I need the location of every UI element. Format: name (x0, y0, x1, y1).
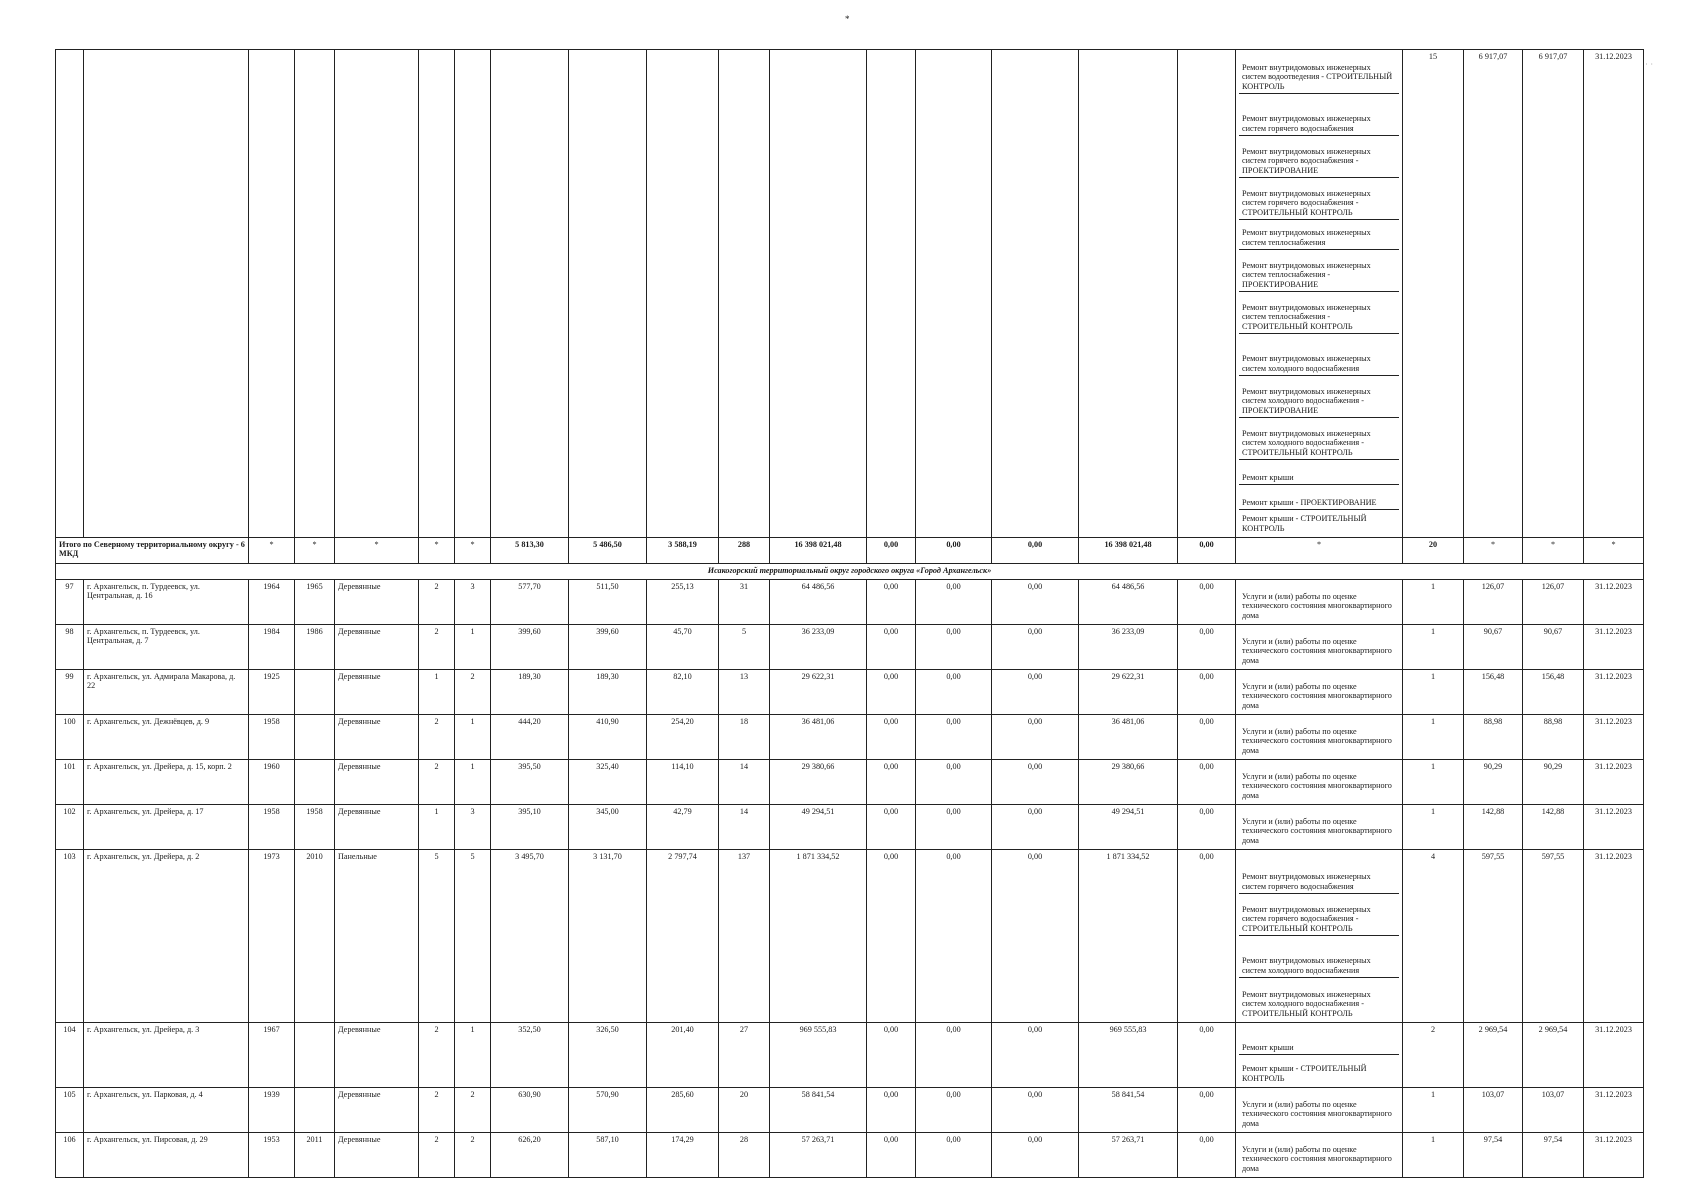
total-area: 3 495,70 (491, 850, 569, 1023)
wall-material: Деревянные (335, 625, 419, 670)
residential-area: 255,13 (647, 580, 719, 625)
own-funds: 36 481,06 (1079, 715, 1178, 760)
own-funds: 64 486,56 (1079, 580, 1178, 625)
unit-cost: 6 917,07 (1464, 50, 1523, 538)
work-count: 1 (1403, 760, 1464, 805)
residential-area: 114,10 (647, 760, 719, 805)
residents: 20 (719, 1088, 770, 1133)
total-star: * (1236, 538, 1403, 564)
total-fund-2: 0,00 (916, 538, 992, 564)
completion-date: 31.12.2023 (1584, 1023, 1644, 1088)
work-item: Услуги и (или) работы по оценке технического состояния многоквартирного дома (1242, 816, 1392, 845)
total-star: * (1464, 538, 1523, 564)
own-funds: 49 294,51 (1079, 805, 1178, 850)
fund-4: 0,00 (1178, 805, 1236, 850)
fund-1: 0,00 (867, 1088, 916, 1133)
work-list (1236, 50, 1403, 538)
renovation-year: 1986 (295, 625, 335, 670)
residential-area: 45,70 (647, 625, 719, 670)
max-cost: 97,54 (1523, 1133, 1584, 1178)
max-cost: 103,07 (1523, 1088, 1584, 1133)
floors: 2 (419, 625, 455, 670)
total-area: 444,20 (491, 715, 569, 760)
residential-area: 42,79 (647, 805, 719, 850)
table-row (56, 670, 1644, 715)
total-area: 626,20 (491, 1133, 569, 1178)
max-cost: 126,07 (1523, 580, 1584, 625)
repair-cost: 29 380,66 (770, 760, 867, 805)
unit-cost: 142,88 (1464, 805, 1523, 850)
residential-area: 201,40 (647, 1023, 719, 1088)
fund-4: 0,00 (1178, 760, 1236, 805)
unit-cost: 90,67 (1464, 625, 1523, 670)
build-year: 1967 (249, 1023, 295, 1088)
floors: 5 (419, 850, 455, 1023)
own-funds: 58 841,54 (1079, 1088, 1178, 1133)
wall-material: Деревянные (335, 580, 419, 625)
row-number: 103 (56, 850, 84, 1023)
work-count: 1 (1403, 1088, 1464, 1133)
floors: 2 (419, 760, 455, 805)
own-funds: 29 622,31 (1079, 670, 1178, 715)
fund-1: 0,00 (867, 1133, 916, 1178)
wall-material: Деревянные (335, 670, 419, 715)
build-year: 1953 (249, 1133, 295, 1178)
work-list (1236, 670, 1403, 715)
floors: 1 (419, 670, 455, 715)
repair-cost: 29 622,31 (770, 670, 867, 715)
floors: 2 (419, 1133, 455, 1178)
residential-area: 285,60 (647, 1088, 719, 1133)
repair-cost: 57 263,71 (770, 1133, 867, 1178)
work-item: Ремонт внутридомовых инженерных систем теплоснабжения - СТРОИТЕЛЬНЫЙ КОНТРОЛЬ (1239, 292, 1399, 334)
work-item: Ремонт крыши - СТРОИТЕЛЬНЫЙ КОНТРОЛЬ (1242, 1064, 1367, 1083)
fund-1: 0,00 (867, 715, 916, 760)
max-cost: 156,48 (1523, 670, 1584, 715)
work-item: Ремонт внутридомовых инженерных систем холодного водоснабжения - СТРОИТЕЛЬНЫЙ КОНТРОЛЬ (1239, 418, 1399, 460)
fund-4: 0,00 (1178, 1088, 1236, 1133)
total-fund-4: 0,00 (1178, 538, 1236, 564)
completion-date: 31.12.2023 (1584, 580, 1644, 625)
total-area: 189,30 (491, 670, 569, 715)
build-year: 1958 (249, 715, 295, 760)
total-row (56, 538, 1644, 564)
fund-3: 0,00 (992, 715, 1079, 760)
renovation-year: 2010 (295, 850, 335, 1023)
total-count: 20 (1403, 538, 1464, 564)
living-area: 325,40 (569, 760, 647, 805)
fund-3: 0,00 (992, 670, 1079, 715)
floors: 2 (419, 580, 455, 625)
living-area: 3 131,70 (569, 850, 647, 1023)
work-count: 1 (1403, 805, 1464, 850)
address: г. Архангельск, ул. Дрейера, д. 3 (84, 1023, 249, 1088)
work-item: Ремонт крыши - СТРОИТЕЛЬНЫЙ КОНТРОЛЬ (1242, 514, 1367, 533)
address: г. Архангельск, ул. Дрейера, д. 15, корп. 2 (84, 760, 249, 805)
fund-4: 0,00 (1178, 850, 1236, 1023)
work-item: Ремонт внутридомовых инженерных систем горячего водоснабжения - СТРОИТЕЛЬНЫЙ КОНТРОЛЬ (1239, 178, 1399, 220)
residents: 14 (719, 805, 770, 850)
work-list (1236, 805, 1403, 850)
fund-2: 0,00 (916, 625, 992, 670)
address: г. Архангельск, ул. Адмирала Макарова, д. 22 (84, 670, 249, 715)
entrances: 1 (455, 715, 491, 760)
renovation-year (295, 715, 335, 760)
row-number: 102 (56, 805, 84, 850)
fund-1: 0,00 (867, 625, 916, 670)
completion-date: 31.12.2023 (1584, 760, 1644, 805)
work-item: Ремонт крыши (1239, 1025, 1399, 1055)
continuation-row (56, 50, 1644, 538)
address: г. Архангельск, ул. Дежнёвцев, д. 9 (84, 715, 249, 760)
work-item: Услуги и (или) работы по оценке технического состояния многоквартирного дома (1242, 726, 1392, 755)
residents: 27 (719, 1023, 770, 1088)
work-count: 1 (1403, 580, 1464, 625)
fund-2: 0,00 (916, 670, 992, 715)
floors: 2 (419, 1023, 455, 1088)
total-area: 399,60 (491, 625, 569, 670)
total-area: 630,90 (491, 1088, 569, 1133)
work-count: 1 (1403, 1133, 1464, 1178)
entrances: 3 (455, 580, 491, 625)
fund-2: 0,00 (916, 1133, 992, 1178)
work-item: Ремонт внутридомовых инженерных систем теплоснабжения - ПРОЕКТИРОВАНИЕ (1239, 250, 1399, 292)
address: г. Архангельск, ул. Пирсовая, д. 29 (84, 1133, 249, 1178)
fund-4: 0,00 (1178, 1133, 1236, 1178)
fund-1: 0,00 (867, 1023, 916, 1088)
completion-date: 31.12.2023 (1584, 1088, 1644, 1133)
residents: 137 (719, 850, 770, 1023)
total-star: * (249, 538, 295, 564)
renovation-year (295, 1088, 335, 1133)
fund-2: 0,00 (916, 715, 992, 760)
work-item: Услуги и (или) работы по оценке технического состояния многоквартирного дома (1242, 1099, 1392, 1128)
entrances: 3 (455, 805, 491, 850)
fund-2: 0,00 (916, 805, 992, 850)
living-area: 587,10 (569, 1133, 647, 1178)
living-area: 326,50 (569, 1023, 647, 1088)
fund-4: 0,00 (1178, 670, 1236, 715)
fund-2: 0,00 (916, 580, 992, 625)
unit-cost: 90,29 (1464, 760, 1523, 805)
row-number: 100 (56, 715, 84, 760)
work-item: Ремонт внутридомовых инженерных систем горячего водоснабжения - ПРОЕКТИРОВАНИЕ (1239, 136, 1399, 178)
fund-1: 0,00 (867, 805, 916, 850)
completion-date: 31.12.2023 (1584, 50, 1644, 538)
entrances: 2 (455, 670, 491, 715)
max-cost: 90,29 (1523, 760, 1584, 805)
work-item: Ремонт внутридомовых инженерных систем водоотведения - СТРОИТЕЛЬНЫЙ КОНТРОЛЬ (1239, 52, 1399, 94)
page-mark: * (845, 14, 850, 24)
section-title: Исакогорский территориальный округ городского округа «Город Архангельск» (56, 564, 1644, 580)
renovation-year: 2011 (295, 1133, 335, 1178)
fund-3: 0,00 (992, 760, 1079, 805)
wall-material: Деревянные (335, 715, 419, 760)
total-own-funds: 16 398 021,48 (1079, 538, 1178, 564)
work-item: Ремонт крыши (1239, 460, 1399, 485)
fund-1: 0,00 (867, 580, 916, 625)
fund-2: 0,00 (916, 1023, 992, 1088)
entrances: 1 (455, 625, 491, 670)
wall-material: Деревянные (335, 1133, 419, 1178)
work-item: Ремонт внутридомовых инженерных систем горячего водоснабжения - СТРОИТЕЛЬНЫЙ КОНТРОЛЬ (1239, 894, 1399, 936)
total-residents: 288 (719, 538, 770, 564)
max-cost: 597,55 (1523, 850, 1584, 1023)
residents: 31 (719, 580, 770, 625)
fund-3: 0,00 (992, 1088, 1079, 1133)
repair-cost: 64 486,56 (770, 580, 867, 625)
build-year: 1984 (249, 625, 295, 670)
wall-material: Панельные (335, 850, 419, 1023)
table-row (56, 760, 1644, 805)
residents: 28 (719, 1133, 770, 1178)
fund-4: 0,00 (1178, 1023, 1236, 1088)
build-year: 1964 (249, 580, 295, 625)
wall-material: Деревянные (335, 1023, 419, 1088)
build-year: 1958 (249, 805, 295, 850)
repair-cost: 36 481,06 (770, 715, 867, 760)
total-residential-area: 3 588,19 (647, 538, 719, 564)
residents: 5 (719, 625, 770, 670)
fund-2: 0,00 (916, 1088, 992, 1133)
scan-mark: ˙ ˙ (1645, 62, 1654, 72)
living-area: 511,50 (569, 580, 647, 625)
total-fund-1: 0,00 (867, 538, 916, 564)
work-list (1236, 1133, 1403, 1178)
work-item: Услуги и (или) работы по оценке технического состояния многоквартирного дома (1242, 681, 1392, 710)
living-area: 189,30 (569, 670, 647, 715)
table-row (56, 580, 1644, 625)
repair-cost: 969 555,83 (770, 1023, 867, 1088)
work-list (1236, 1023, 1403, 1088)
wall-material: Деревянные (335, 760, 419, 805)
work-item: Ремонт внутридомовых инженерных систем горячего водоснабжения (1239, 94, 1399, 136)
work-item: Ремонт внутридомовых инженерных систем холодного водоснабжения (1239, 936, 1399, 978)
row-number: 98 (56, 625, 84, 670)
fund-1: 0,00 (867, 850, 916, 1023)
work-count: 1 (1403, 670, 1464, 715)
address: г. Архангельск, ул. Парковая, д. 4 (84, 1088, 249, 1133)
address: г. Архангельск, п. Турдеевск, ул. Центральная, д. 16 (84, 580, 249, 625)
fund-4: 0,00 (1178, 715, 1236, 760)
repair-cost: 58 841,54 (770, 1088, 867, 1133)
total-star: * (1523, 538, 1584, 564)
renovation-year (295, 670, 335, 715)
fund-3: 0,00 (992, 625, 1079, 670)
unit-cost: 103,07 (1464, 1088, 1523, 1133)
max-cost: 2 969,54 (1523, 1023, 1584, 1088)
work-list (1236, 1088, 1403, 1133)
living-area: 570,90 (569, 1088, 647, 1133)
work-count: 1 (1403, 625, 1464, 670)
max-cost: 90,67 (1523, 625, 1584, 670)
total-living-area: 5 486,50 (569, 538, 647, 564)
work-count: 15 (1403, 50, 1464, 538)
max-cost: 6 917,07 (1523, 50, 1584, 538)
unit-cost: 2 969,54 (1464, 1023, 1523, 1088)
row-number: 104 (56, 1023, 84, 1088)
residential-area: 254,20 (647, 715, 719, 760)
renovation-year (295, 1023, 335, 1088)
row-number: 106 (56, 1133, 84, 1178)
own-funds: 1 871 334,52 (1079, 850, 1178, 1023)
address: г. Архангельск, п. Турдеевск, ул. Центральная, д. 7 (84, 625, 249, 670)
work-list (1236, 715, 1403, 760)
entrances: 2 (455, 1088, 491, 1133)
wall-material: Деревянные (335, 1088, 419, 1133)
residents: 14 (719, 760, 770, 805)
table-row (56, 1088, 1644, 1133)
own-funds: 969 555,83 (1079, 1023, 1178, 1088)
renovation-year: 1958 (295, 805, 335, 850)
work-list (1236, 625, 1403, 670)
entrances: 1 (455, 1023, 491, 1088)
living-area: 410,90 (569, 715, 647, 760)
fund-2: 0,00 (916, 760, 992, 805)
completion-date: 31.12.2023 (1584, 805, 1644, 850)
fund-1: 0,00 (867, 760, 916, 805)
unit-cost: 97,54 (1464, 1133, 1523, 1178)
max-cost: 88,98 (1523, 715, 1584, 760)
completion-date: 31.12.2023 (1584, 1133, 1644, 1178)
entrances: 5 (455, 850, 491, 1023)
repair-register-table (55, 49, 1644, 1178)
own-funds: 57 263,71 (1079, 1133, 1178, 1178)
completion-date: 31.12.2023 (1584, 625, 1644, 670)
residential-area: 174,29 (647, 1133, 719, 1178)
table-row (56, 1133, 1644, 1178)
max-cost: 142,88 (1523, 805, 1584, 850)
work-list (1236, 850, 1403, 1023)
table-row (56, 850, 1644, 1023)
total-area: 352,50 (491, 1023, 569, 1088)
total-area: 5 813,30 (491, 538, 569, 564)
floors: 1 (419, 805, 455, 850)
fund-2: 0,00 (916, 850, 992, 1023)
renovation-year (295, 760, 335, 805)
work-count: 2 (1403, 1023, 1464, 1088)
work-item: Услуги и (или) работы по оценке технического состояния многоквартирного дома (1242, 1144, 1392, 1173)
completion-date: 31.12.2023 (1584, 715, 1644, 760)
repair-cost: 49 294,51 (770, 805, 867, 850)
build-year: 1939 (249, 1088, 295, 1133)
own-funds: 36 233,09 (1079, 625, 1178, 670)
total-area: 577,70 (491, 580, 569, 625)
work-item: Услуги и (или) работы по оценке технического состояния многоквартирного дома (1242, 591, 1392, 620)
repair-cost: 36 233,09 (770, 625, 867, 670)
unit-cost: 88,98 (1464, 715, 1523, 760)
work-list (1236, 580, 1403, 625)
total-star: * (419, 538, 455, 564)
table-row (56, 805, 1644, 850)
residential-area: 82,10 (647, 670, 719, 715)
residents: 13 (719, 670, 770, 715)
row-number: 105 (56, 1088, 84, 1133)
row-number: 97 (56, 580, 84, 625)
build-year: 1960 (249, 760, 295, 805)
work-count: 4 (1403, 850, 1464, 1023)
fund-3: 0,00 (992, 1023, 1079, 1088)
fund-3: 0,00 (992, 850, 1079, 1023)
table-row (56, 1023, 1644, 1088)
work-item: Ремонт внутридомовых инженерных систем горячего водоснабжения (1239, 852, 1399, 894)
work-item: Ремонт крыши - ПРОЕКТИРОВАНИЕ (1239, 485, 1399, 510)
floors: 2 (419, 715, 455, 760)
table-body (56, 50, 1644, 1178)
floors: 2 (419, 1088, 455, 1133)
repair-cost: 1 871 334,52 (770, 850, 867, 1023)
wall-material: Деревянные (335, 805, 419, 850)
total-cost: 16 398 021,48 (770, 538, 867, 564)
living-area: 345,00 (569, 805, 647, 850)
residential-area: 2 797,74 (647, 850, 719, 1023)
total-area: 395,10 (491, 805, 569, 850)
work-count: 1 (1403, 715, 1464, 760)
address: г. Архангельск, ул. Дрейера, д. 17 (84, 805, 249, 850)
renovation-year: 1965 (295, 580, 335, 625)
work-item: Услуги и (или) работы по оценке технического состояния многоквартирного дома (1242, 636, 1392, 665)
fund-4: 0,00 (1178, 625, 1236, 670)
fund-3: 0,00 (992, 580, 1079, 625)
build-year: 1973 (249, 850, 295, 1023)
fund-3: 0,00 (992, 1133, 1079, 1178)
work-item: Ремонт внутридомовых инженерных систем холодного водоснабжения - ПРОЕКТИРОВАНИЕ (1239, 376, 1399, 418)
table-row (56, 625, 1644, 670)
work-item: Ремонт внутридомовых инженерных систем теплоснабжения (1239, 220, 1399, 250)
fund-4: 0,00 (1178, 580, 1236, 625)
work-item: Ремонт внутридомовых инженерных систем холодного водоснабжения (1239, 334, 1399, 376)
completion-date: 31.12.2023 (1584, 850, 1644, 1023)
completion-date: 31.12.2023 (1584, 670, 1644, 715)
table-row (56, 715, 1644, 760)
fund-3: 0,00 (992, 805, 1079, 850)
total-star: * (335, 538, 419, 564)
work-list (1236, 760, 1403, 805)
address: г. Архангельск, ул. Дрейера, д. 2 (84, 850, 249, 1023)
work-item: Услуги и (или) работы по оценке технического состояния многоквартирного дома (1242, 771, 1392, 800)
unit-cost: 597,55 (1464, 850, 1523, 1023)
row-number: 101 (56, 760, 84, 805)
residents: 18 (719, 715, 770, 760)
row-number: 99 (56, 670, 84, 715)
living-area: 399,60 (569, 625, 647, 670)
work-item: Ремонт внутридомовых инженерных систем холодного водоснабжения - СТРОИТЕЛЬНЫЙ КОНТРОЛЬ (1242, 989, 1371, 1018)
total-label: Итого по Северному территориальному округу - 6 МКД (56, 538, 249, 564)
section-header-row (56, 564, 1644, 580)
entrances: 2 (455, 1133, 491, 1178)
own-funds: 29 380,66 (1079, 760, 1178, 805)
entrances: 1 (455, 760, 491, 805)
total-area: 395,50 (491, 760, 569, 805)
unit-cost: 126,07 (1464, 580, 1523, 625)
unit-cost: 156,48 (1464, 670, 1523, 715)
total-star: * (455, 538, 491, 564)
total-star: * (1584, 538, 1644, 564)
build-year: 1925 (249, 670, 295, 715)
total-star: * (295, 538, 335, 564)
fund-1: 0,00 (867, 670, 916, 715)
total-fund-3: 0,00 (992, 538, 1079, 564)
